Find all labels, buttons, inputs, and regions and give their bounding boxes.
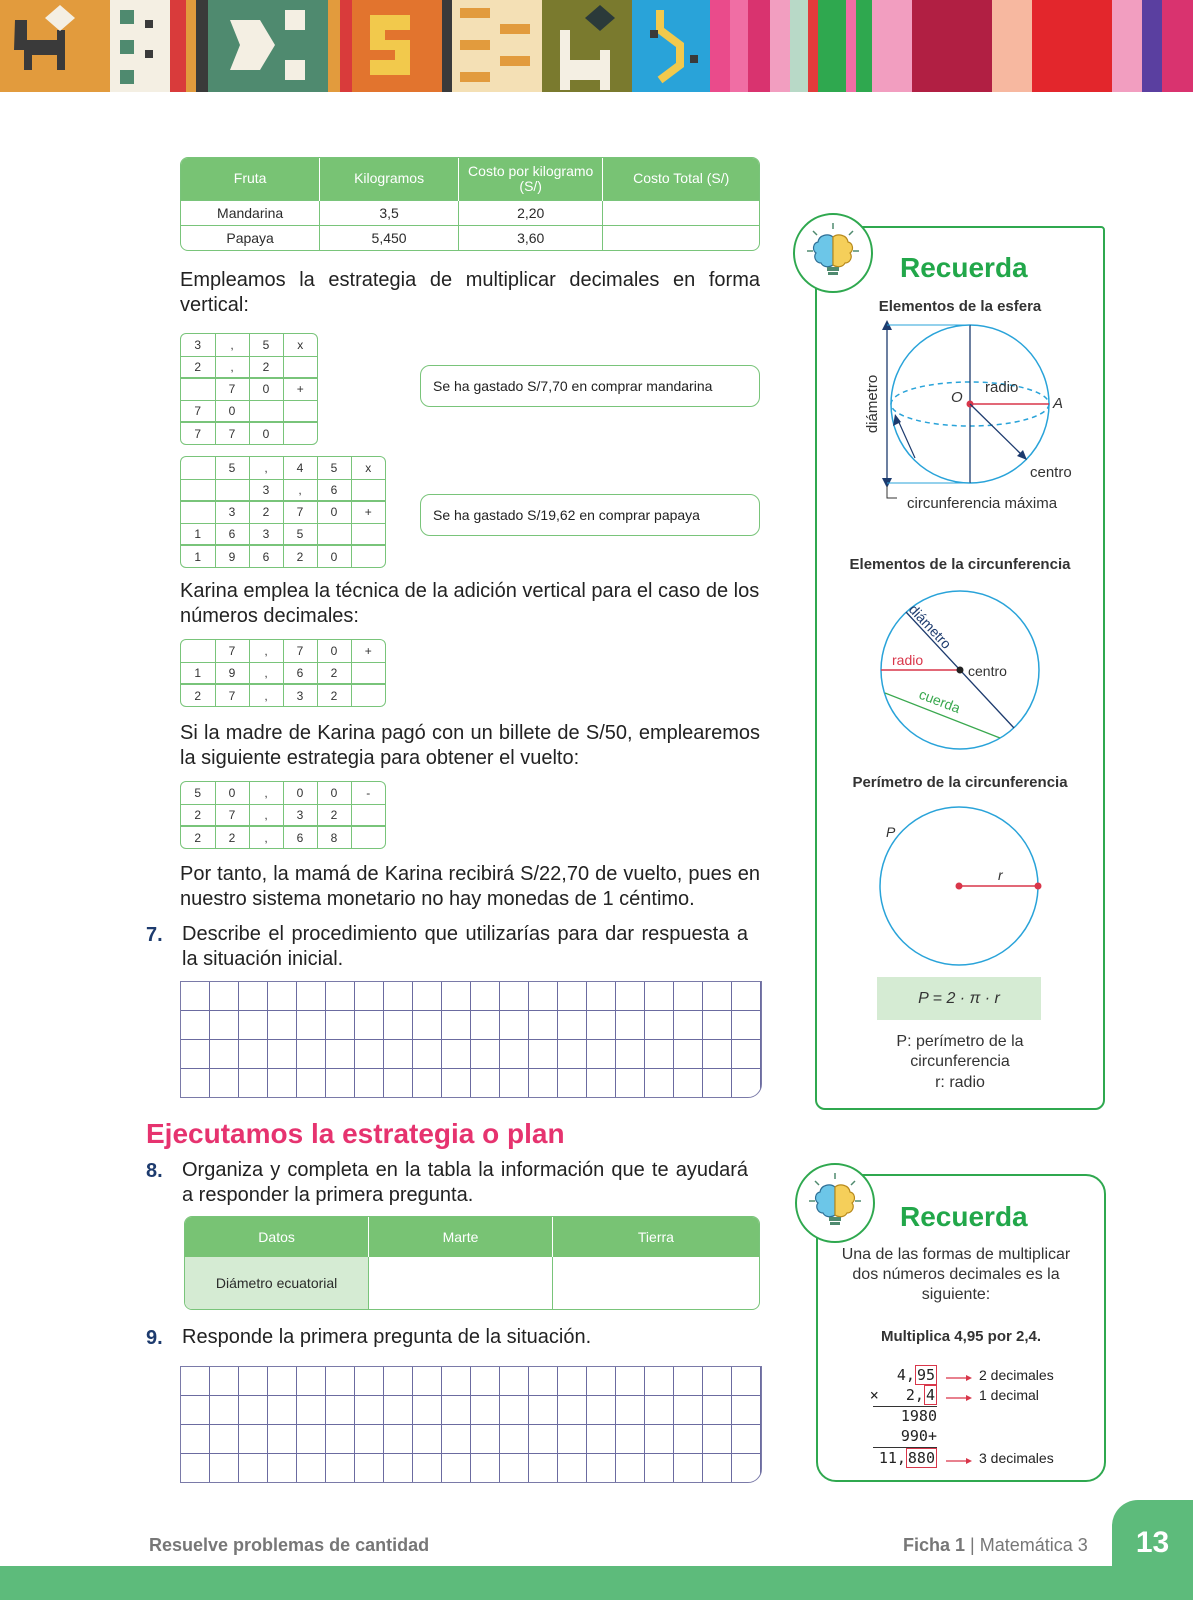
grid-cell: 2 xyxy=(215,826,249,848)
grid-cell: 0 xyxy=(249,422,283,444)
table-header: Marte xyxy=(369,1217,553,1257)
diametro-label: diámetro xyxy=(905,601,955,652)
grid-cell: , xyxy=(249,457,283,479)
footer-ficha xyxy=(903,1535,1088,1556)
multiplication-grid-papaya xyxy=(180,456,386,568)
page-number-tab xyxy=(1112,1500,1193,1570)
footer-subject: Matemática 3 xyxy=(979,1535,1088,1555)
grid-cell: 0 xyxy=(215,400,249,422)
grid-cell: , xyxy=(249,662,283,684)
partial-product-1: 1980 xyxy=(900,1407,937,1425)
grid-cell xyxy=(317,523,351,545)
decorative-banner xyxy=(0,0,1193,92)
grid-cell: + xyxy=(351,501,385,523)
grid-cell: 0 xyxy=(317,782,351,804)
brain-icon xyxy=(793,213,873,293)
grid-cell: 5 xyxy=(317,457,351,479)
product-decimals: 880 xyxy=(907,1449,935,1467)
grid-cell: 3 xyxy=(215,501,249,523)
radio-label: radio xyxy=(985,379,1019,396)
grid-cell: 6 xyxy=(215,523,249,545)
table-cell-empty[interactable] xyxy=(552,1257,759,1309)
table-cell: 3,60 xyxy=(458,225,603,250)
question-number-8: 8. xyxy=(146,1160,163,1182)
fruit-cost-table xyxy=(180,157,760,251)
grid-cell: 2 xyxy=(317,804,351,826)
question-7-text: Describe el procedimiento que utilizarías para dar respuesta a la situación inicial. xyxy=(182,923,748,970)
table-cell: 2,20 xyxy=(458,200,603,225)
product-int: 11, xyxy=(878,1449,906,1467)
table-header: Fruta xyxy=(181,158,320,200)
recuerda-instruction: Multiplica 4,95 por 2,4. xyxy=(880,1328,1042,1345)
paragraph-addition: Karina emplea la técnica de la adición vertical para el caso de los números decimales: xyxy=(180,580,760,627)
footer-ficha-label: Ficha 1 xyxy=(903,1535,966,1555)
paragraph-conclusion: Por tanto, la mamá de Karina recibirá S/22,70 de vuelto, pues en nuestro sistema monetario no hay monedas de 1 céntimo. xyxy=(180,863,760,910)
footer-competency: Resuelve problemas de cantidad xyxy=(149,1535,430,1555)
grid-cell: + xyxy=(283,378,317,400)
grid-cell: , xyxy=(283,479,317,501)
grid-cell: , xyxy=(249,826,283,848)
answer-grid-9[interactable] xyxy=(180,1366,762,1483)
grid-cell: 0 xyxy=(283,782,317,804)
table-cell: Papaya xyxy=(181,225,320,250)
grid-cell: 2 xyxy=(317,662,351,684)
grid-cell xyxy=(351,826,385,848)
cuerda-label: cuerda xyxy=(916,685,963,717)
grid-cell xyxy=(283,400,317,422)
table-cell-empty[interactable] xyxy=(369,1257,553,1309)
table-cell-empty[interactable] xyxy=(603,200,759,225)
grid-cell: 7 xyxy=(215,422,249,444)
grid-cell: 2 xyxy=(181,826,215,848)
grid-cell: , xyxy=(249,684,283,706)
grid-cell: 2 xyxy=(181,684,215,706)
grid-cell xyxy=(181,378,215,400)
grid-cell xyxy=(181,501,215,523)
grid-cell: 5 xyxy=(249,334,283,356)
perimeter-legend-r: r: radio xyxy=(935,1074,985,1091)
question-9-text: Responde la primera pregunta de la situación. xyxy=(182,1326,592,1348)
grid-cell xyxy=(351,804,385,826)
perimeter-formula: P = 2 · π · r xyxy=(877,977,1041,1020)
multiplication-grid-mandarina xyxy=(180,333,318,445)
grid-cell: 5 xyxy=(283,523,317,545)
grid-cell: + xyxy=(351,640,385,662)
paragraph-change: Si la madre de Karina pagó con un billete de S/50, emplearemos la siguiente estrategia para obtener el vuelto: xyxy=(180,722,760,769)
paragraph-strategy-multiply: Empleamos la estrategia de multiplicar decimales en forma vertical: xyxy=(180,269,760,316)
grid-cell: , xyxy=(215,334,249,356)
note-3-decimales: 3 decimales xyxy=(979,1450,1054,1466)
center-point xyxy=(956,883,963,890)
grid-cell: , xyxy=(249,640,283,662)
brain-icon-graphic xyxy=(797,1165,873,1241)
table-cell: Mandarina xyxy=(181,200,320,225)
centro-pointer xyxy=(970,404,1025,458)
partial-product-2: 990+ xyxy=(900,1427,937,1445)
radio-label: radio xyxy=(892,652,924,668)
grid-cell: 2 xyxy=(283,545,317,567)
grid-cell xyxy=(351,684,385,706)
grid-cell xyxy=(351,523,385,545)
factor-2-decimals: 4 xyxy=(925,1386,935,1404)
grid-cell: 7 xyxy=(283,640,317,662)
arrowhead xyxy=(966,1375,972,1381)
grid-cell: 3 xyxy=(283,804,317,826)
perimeter-diagram xyxy=(860,800,1060,970)
grid-cell: 4 xyxy=(283,457,317,479)
grid-cell: 0 xyxy=(317,545,351,567)
grid-cell: 7 xyxy=(215,378,249,400)
addition-grid xyxy=(180,639,386,707)
grid-cell: 8 xyxy=(317,826,351,848)
table-header: Datos xyxy=(185,1217,369,1257)
grid-cell xyxy=(249,400,283,422)
grid-cell xyxy=(351,479,385,501)
grid-cell: , xyxy=(249,782,283,804)
grid-cell: 0 xyxy=(317,640,351,662)
centro-label: centro xyxy=(1030,464,1072,481)
note-2-decimales: 2 decimales xyxy=(979,1367,1054,1383)
grid-cell: 3 xyxy=(181,334,215,356)
table-header: Costo por kilogramo (S/) xyxy=(458,158,603,200)
factor-1-int: 4, xyxy=(896,1366,915,1384)
grid-cell: 2 xyxy=(181,356,215,378)
grid-cell: 1 xyxy=(181,545,215,567)
page-number: 13 xyxy=(1135,1526,1170,1559)
recuerda-title-2: Recuerda xyxy=(900,1201,1028,1232)
question-number-7: 7. xyxy=(146,924,163,946)
grid-cell: 6 xyxy=(317,479,351,501)
grid-cell: 9 xyxy=(215,662,249,684)
brain-icon-graphic xyxy=(795,215,871,291)
grid-cell xyxy=(181,640,215,662)
table-cell-empty[interactable] xyxy=(603,225,759,250)
grid-cell: , xyxy=(215,356,249,378)
factor-1-decimals: 95 xyxy=(916,1366,935,1384)
grid-cell: 2 xyxy=(249,356,283,378)
answer-grid-7[interactable] xyxy=(180,981,762,1098)
grid-cell: - xyxy=(351,782,385,804)
grid-cell xyxy=(351,545,385,567)
footer-bar xyxy=(0,1566,1193,1600)
recuerda-title-1: Recuerda xyxy=(900,252,1028,283)
perimeter-title: Perímetro de la circunferencia xyxy=(852,774,1068,791)
grid-cell xyxy=(351,662,385,684)
product xyxy=(879,1449,937,1467)
table-header: Tierra xyxy=(552,1217,759,1257)
grid-cell: 7 xyxy=(215,640,249,662)
centro-label: centro xyxy=(968,663,1007,679)
footer-separator: | xyxy=(970,1535,975,1555)
note-1-decimal: 1 decimal xyxy=(979,1387,1039,1403)
factor-2 xyxy=(870,1386,937,1404)
table-cell: 3,5 xyxy=(320,200,459,225)
grid-cell: , xyxy=(249,804,283,826)
arrowhead xyxy=(966,1395,972,1401)
grid-cell: 9 xyxy=(215,545,249,567)
edge-point xyxy=(1035,883,1042,890)
grid-cell: 1 xyxy=(181,662,215,684)
factor-1 xyxy=(897,1366,937,1384)
brain-icon xyxy=(795,1163,875,1243)
grid-cell xyxy=(283,356,317,378)
grid-cell: 5 xyxy=(215,457,249,479)
circ-max-pointer xyxy=(887,486,897,498)
grid-cell: 3 xyxy=(249,479,283,501)
sphere-title: Elementos de la esfera xyxy=(878,298,1042,315)
grid-cell: 2 xyxy=(249,501,283,523)
circle-elements-diagram xyxy=(860,585,1060,755)
grid-cell: x xyxy=(283,334,317,356)
callout-mandarina: Se ha gastado S/7,70 en comprar mandarina xyxy=(420,365,760,407)
planet-data-table xyxy=(184,1216,760,1310)
grid-cell: 7 xyxy=(181,422,215,444)
arrowhead xyxy=(966,1458,972,1464)
subtraction-grid xyxy=(180,781,386,849)
grid-cell: 3 xyxy=(249,523,283,545)
grid-cell: 7 xyxy=(215,804,249,826)
center-point xyxy=(957,667,964,674)
grid-cell: x xyxy=(351,457,385,479)
multiplication-example xyxy=(870,1366,1070,1476)
p-label: P xyxy=(886,824,896,840)
grid-cell: 0 xyxy=(317,501,351,523)
grid-cell xyxy=(283,422,317,444)
pointer-line xyxy=(897,418,915,458)
table-header: Kilogramos xyxy=(320,158,459,200)
circ-max-label: circunferencia máxima xyxy=(907,495,1058,512)
grid-cell xyxy=(181,479,215,501)
grid-cell: 5 xyxy=(181,782,215,804)
grid-cell: 0 xyxy=(249,378,283,400)
textile-pattern xyxy=(0,0,1193,92)
a-label: A xyxy=(1053,395,1064,412)
grid-cell: 3 xyxy=(283,684,317,706)
grid-cell xyxy=(215,479,249,501)
table-row xyxy=(181,200,759,225)
diametro-label: diámetro xyxy=(864,374,881,434)
grid-cell: 2 xyxy=(317,684,351,706)
grid-cell: 6 xyxy=(283,826,317,848)
grid-cell: 7 xyxy=(283,501,317,523)
sphere-diagram xyxy=(855,318,1095,523)
arrows xyxy=(944,1372,974,1472)
grid-cell: 2 xyxy=(181,804,215,826)
factor-2-int: × 2, xyxy=(869,1386,924,1404)
grid-cell: 0 xyxy=(215,782,249,804)
table-cell: Diámetro ecuatorial xyxy=(185,1257,369,1309)
grid-cell: 7 xyxy=(181,400,215,422)
table-row xyxy=(181,225,759,250)
recuerda-intro: Una de las formas de multiplicar dos números decimales es la siguiente: xyxy=(841,1246,1071,1303)
circle-elements-title: Elementos de la circunferencia xyxy=(849,556,1071,573)
grid-cell: 7 xyxy=(215,684,249,706)
grid-cell: 1 xyxy=(181,523,215,545)
callout-papaya: Se ha gastado S/19,62 en comprar papaya xyxy=(420,494,760,536)
section-title: Ejecutamos la estrategia o plan xyxy=(146,1118,565,1149)
question-number-9: 9. xyxy=(146,1327,163,1349)
question-8-text: Organiza y completa en la tabla la información que te ayudará a responder la primera pregunta. xyxy=(182,1159,748,1206)
perimeter-legend-p: P: perímetro de la circunferencia xyxy=(896,1033,1024,1070)
table-cell: 5,450 xyxy=(320,225,459,250)
table-header: Costo Total (S/) xyxy=(603,158,759,200)
grid-cell: 6 xyxy=(283,662,317,684)
grid-cell xyxy=(181,457,215,479)
o-label: O xyxy=(951,389,963,406)
table-row xyxy=(185,1257,759,1309)
r-label: r xyxy=(998,867,1003,883)
grid-cell: 6 xyxy=(249,545,283,567)
